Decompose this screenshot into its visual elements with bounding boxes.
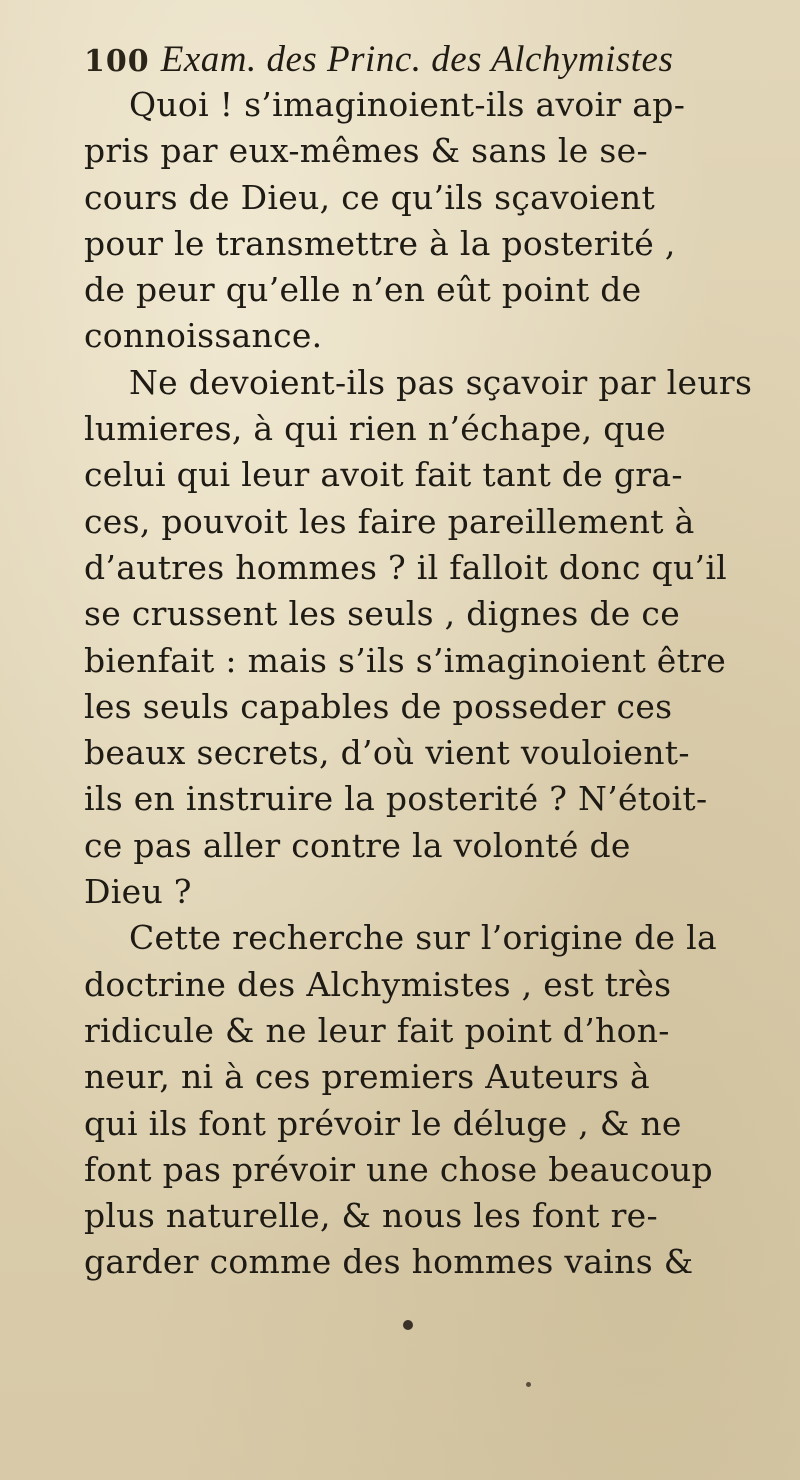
text-line: connoissance.: [84, 316, 323, 356]
text-line: Ne devoient-ils pas sçavoir par leurs: [129, 362, 753, 402]
text-line: plus naturelle, & nous les font re-: [84, 1196, 658, 1236]
text-line: Cette recherche sur l’origine de la: [129, 918, 717, 958]
text-line: pour le transmettre à la posterité ,: [84, 223, 676, 263]
text-line: beaux secrets, d’où vient vouloient-: [84, 733, 690, 773]
text-line: Quoi ! s’imaginoient-ils avoir ap-: [129, 85, 686, 124]
text-line: Dieu ?: [84, 872, 192, 912]
text-line: les seuls capables de posseder ces: [84, 686, 673, 726]
text-line: font pas prévoir une chose beaucoup: [84, 1149, 713, 1189]
page-number: 100: [84, 44, 150, 79]
body-text: [84, 82, 774, 1286]
text-line: neur, ni à ces premiers Auteurs à: [84, 1057, 650, 1097]
text-line: celui qui leur avoit fait tant de gra-: [84, 455, 683, 495]
text-line: lumieres, à qui rien n’échape, que: [84, 409, 667, 449]
text-line: pris par eux-mêmes & sans le se-: [84, 131, 648, 171]
text-line: se crussent les seuls , dignes de ce: [84, 594, 681, 634]
text-line: cours de Dieu, ce qu’ils sçavoient: [84, 177, 656, 217]
running-title: Exam. des Princ. des Alchymistes: [160, 39, 674, 80]
text-line: garder comme des hommes vains &: [84, 1242, 694, 1282]
text-line: qui ils font prévoir le déluge , & ne: [84, 1103, 682, 1143]
text-line: ils en instruire la posterité ? N’étoit-: [84, 779, 708, 819]
text-line: ce pas aller contre la volonté de: [84, 825, 631, 865]
text-line: ces, pouvoit les faire pareillement à: [84, 501, 695, 541]
text-line: de peur qu’elle n’en eût point de: [84, 270, 642, 310]
text-line: ridicule & ne leur fait point d’hon-: [84, 1010, 670, 1050]
text-line: doctrine des Alchymistes , est très: [84, 964, 672, 1004]
paper-speck: [526, 1382, 531, 1387]
text-line: d’autres hommes ? il falloit donc qu’il: [84, 547, 728, 587]
printer-signature-mark: [403, 1320, 413, 1330]
text-line: bienfait : mais s’ils s’imaginoient être: [84, 640, 727, 680]
page-header: [84, 38, 784, 88]
